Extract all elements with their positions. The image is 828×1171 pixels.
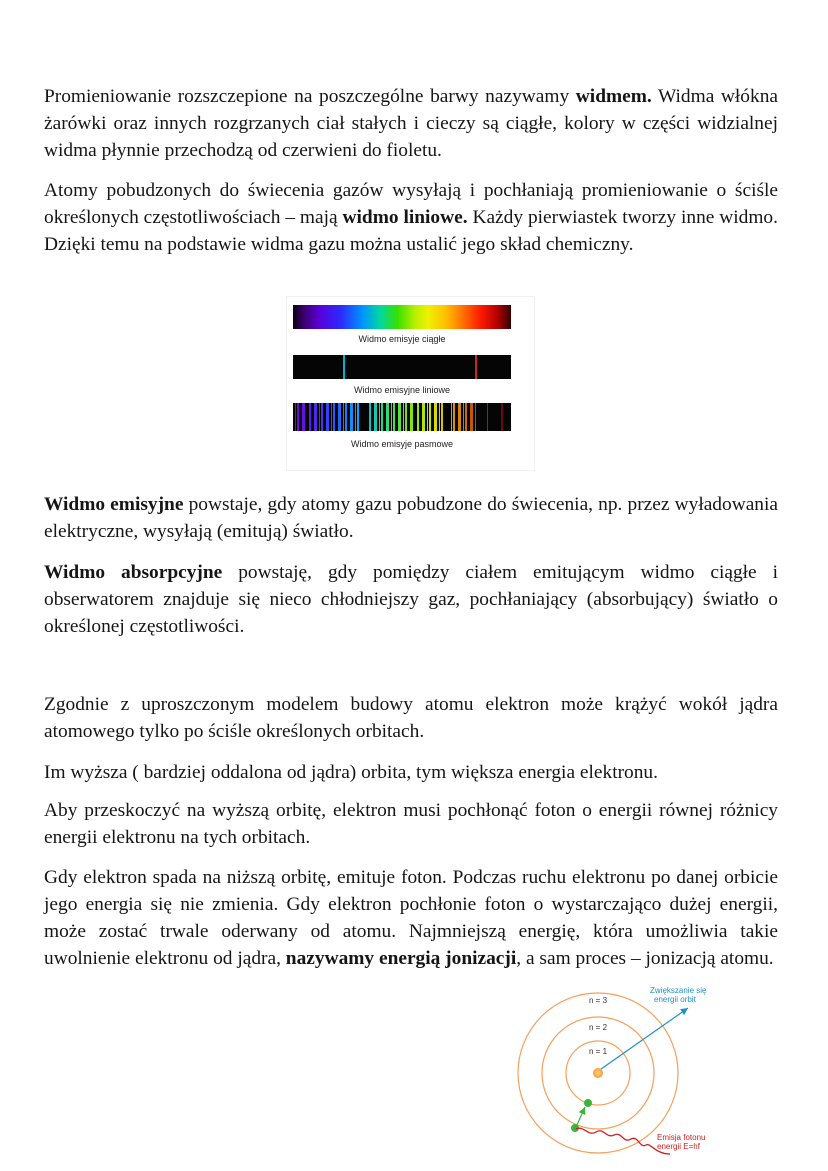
band-stripe: [319, 403, 320, 431]
band-stripe: [374, 403, 377, 431]
band-stripe: [458, 403, 461, 431]
band-stripe: [398, 403, 401, 431]
band-stripe: [343, 403, 344, 431]
band-stripe: [465, 403, 467, 431]
band-stripe: [501, 403, 503, 431]
band-stripe: [333, 403, 335, 431]
band-stripe: [429, 403, 431, 431]
band-stripe: [405, 403, 407, 431]
band-stripe: [410, 403, 413, 431]
band-stripe: [475, 403, 476, 431]
line-spectrum-band: [293, 355, 511, 379]
emission-line: [343, 355, 345, 379]
band-stripe: [379, 403, 380, 431]
band-stripe: [369, 403, 371, 431]
band-stripe: [434, 403, 437, 431]
band-stripe: [439, 403, 440, 431]
paragraph-atom-model: Zgodnie z uproszczonym modelem budowy atomu elektron może krążyć wokół jądra atomowego tylko po ściśle określonych orbitach.: [44, 694, 778, 742]
paragraph-spectrum-definition: Promieniowanie rozszczepione na poszczególne barwy nazywamy widmem. Widma włókna żarówki oraz innych rozgrzanych ciał stałych i cieczy są ciągłe, kolory w części widzialnej widma płynnie przechodzą od czerwieni do fioletu.: [44, 86, 778, 161]
continuous-spectrum-band: [293, 305, 511, 329]
caption-continuous: Widmo emisyje ciągłe: [358, 334, 446, 344]
band-stripe: [355, 403, 356, 431]
band-stripe: [422, 403, 425, 431]
paragraph-line-spectrum: Atomy pobudzonych do świecenia gazów wysyłają i pochłaniają promieniowanie o ściśle określonych częstotliwościach – mają widmo liniowe. Każdy pierwiastek tworzy inne widmo. Dzięki temu na podstawie widma gazu można ustalić jego skład chemiczny.: [44, 180, 778, 255]
band-stripe: [302, 403, 305, 431]
band-stripe: [345, 403, 347, 431]
term-widmo-absorpcyjne: Widmo absorpcyjne: [44, 562, 223, 583]
band-spectrum-band: [293, 403, 511, 431]
orbit-label-n3: n = 3: [589, 996, 608, 1005]
paragraph-orbit-energy: Im wyższa ( bardziej oddalona od jądra) orbita, tym większa energia elektronu.: [44, 762, 658, 783]
band-stripe: [453, 403, 455, 431]
band-stripe: [321, 403, 323, 431]
term-widmo: widmem.: [575, 86, 652, 107]
band-stripe: [314, 403, 317, 431]
band-stripe: [350, 403, 353, 431]
energy-increase-label: Zwiększanie się energii orbit: [650, 986, 707, 1004]
band-stripe: [338, 403, 341, 431]
emission-line: [475, 355, 477, 379]
term-energia-jonizacji: nazywamy energią jonizacji: [285, 948, 517, 969]
band-stripe: [309, 403, 311, 431]
band-stripe: [391, 403, 392, 431]
band-stripe: [470, 403, 473, 431]
orbit-label-n1: n = 1: [589, 1047, 608, 1056]
band-stripe: [331, 403, 332, 431]
band-stripe: [417, 403, 419, 431]
paragraph-photon-absorption: Aby przeskoczyć na wyższą orbitę, elektron musi pochłonąć foton o energii równej różnicy energii elektronu na tych orbitach.: [44, 800, 778, 848]
electron-outer: [584, 1099, 592, 1107]
band-stripe: [386, 403, 389, 431]
band-stripe: [326, 403, 329, 431]
orbit-label-n2: n = 2: [589, 1023, 608, 1032]
term-widmo-emisyjne: Widmo emisyjne: [44, 494, 184, 515]
spectra-figure: [287, 297, 534, 470]
band-stripe: [381, 403, 383, 431]
caption-band: Widmo emisyje pasmowe: [350, 439, 454, 449]
photon-emission-label: Emisja fotonu energii E=hf: [657, 1133, 706, 1151]
electron-jump-arrow: [576, 1107, 585, 1127]
term-widmo-liniowe: widmo liniowe.: [342, 207, 468, 228]
band-stripe: [357, 403, 359, 431]
band-stripe: [451, 403, 452, 431]
band-stripe: [295, 403, 296, 431]
paragraph-emission-spectrum: Widmo emisyjne powstaje, gdy atomy gazu pobudzone do świecenia, np. przez wyładowania elektryczne, wysyłają (emitują) światło.: [44, 494, 779, 542]
band-stripe: [427, 403, 428, 431]
band-stripe: [393, 403, 395, 431]
energy-increase-arrow: [601, 1008, 688, 1069]
paragraph-absorption-spectrum: Widmo absorpcyjne powstaję, gdy pomiędzy ciałem emitującym widmo ciągłe i obserwatorem znajduje się nieco chłodniejszy gaz, pochłaniający (absorbujący) światło o określonej częstotliwości.: [44, 562, 778, 637]
band-stripe: [441, 403, 443, 431]
band-stripe: [463, 403, 464, 431]
band-stripe: [487, 403, 488, 431]
atom-orbit-diagram: [510, 982, 828, 1171]
nucleus: [593, 1068, 603, 1078]
band-stripe: [403, 403, 404, 431]
band-stripe: [297, 403, 299, 431]
caption-line: Widmo emisyjne liniowe: [353, 385, 451, 395]
photon-wave: [576, 1128, 670, 1154]
paragraph-ionization: Gdy elektron spada na niższą orbitę, emituje foton. Podczas ruchu elektronu po danej orbicie jego energia się nie zmienia. Gdy elektron pochłonie foton o wystarczająco dużej energii, może zostać trwale oderwany od atomu. Najmniejszą energię, która umożliwia takie uwolnienie elektronu od jądra, nazywamy energią jonizacji, a sam proces – jonizacją atomu.: [44, 867, 778, 969]
